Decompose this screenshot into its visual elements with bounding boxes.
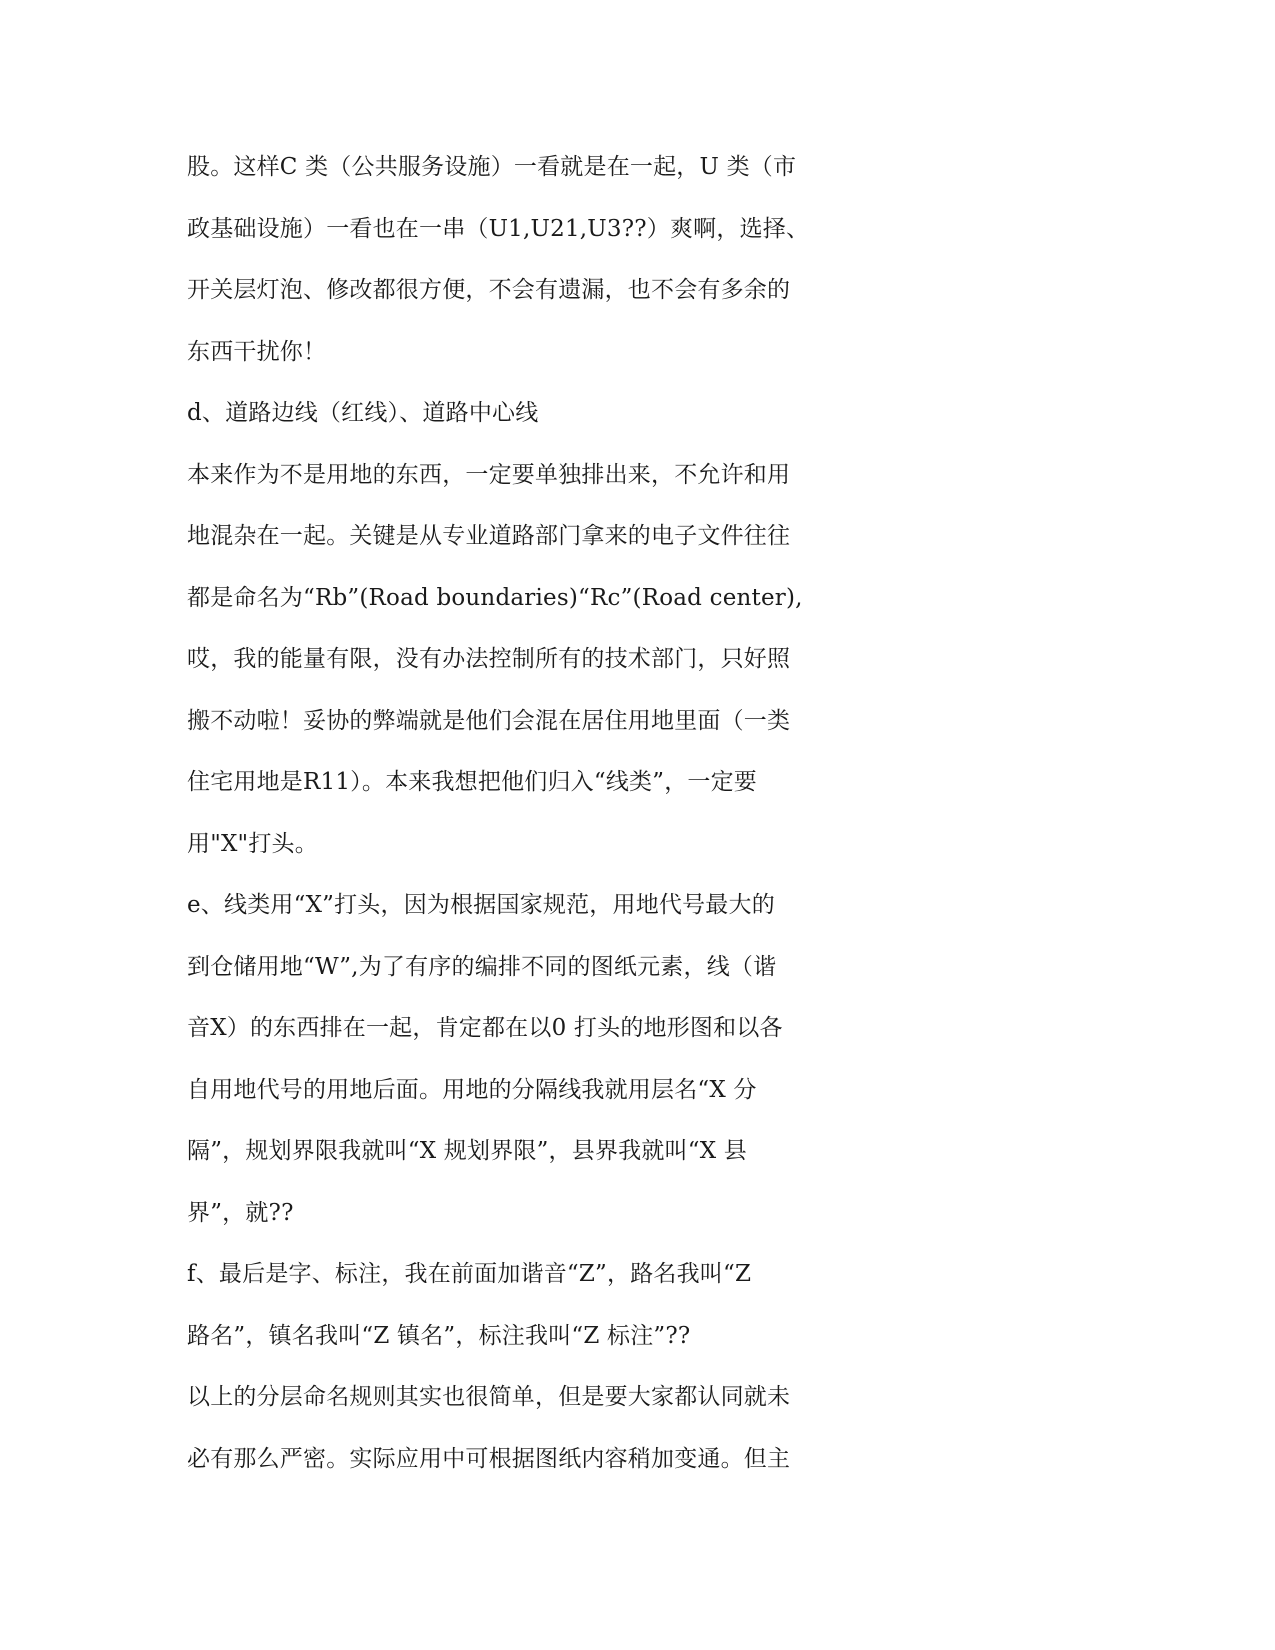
text-line: 东西干扰你！ bbox=[187, 338, 327, 365]
text-line: 用"X"打头。 bbox=[187, 830, 318, 857]
text-line: 开关层灯泡、修改都很方便，不会有遗漏，也不会有多余的 bbox=[187, 277, 791, 303]
text-line: 政基础设施）一看也在一串（U1,U21,U3??）爽啊，选择、 bbox=[187, 215, 810, 242]
text-line: 界”，就?? bbox=[187, 1199, 294, 1226]
text-line: 股。这样C 类（公共服务设施）一看就是在一起，U 类（市 bbox=[187, 154, 797, 180]
text-line: 路名”，镇名我叫“Z 镇名”，标注我叫“Z 标注”?? bbox=[187, 1322, 691, 1349]
text-line: 音X）的东西排在一起，肯定都在以0 打头的地形图和以各 bbox=[187, 1015, 783, 1041]
text-line: 到仓储用地“W”,为了有序的编排不同的图纸元素，线（谐 bbox=[187, 953, 777, 980]
body-text bbox=[187, 137, 847, 1490]
text-line: 本来作为不是用地的东西，一定要单独排出来，不允许和用 bbox=[187, 461, 791, 488]
text-line: 隔”，规划界限我就叫“X 规划界限”，县界我就叫“X 县 bbox=[187, 1138, 748, 1164]
text-line: 哎，我的能量有限，没有办法控制所有的技术部门，只好照 bbox=[187, 646, 791, 672]
text-line: 都是命名为“Rb”(Road boundaries)“Rc”(Road center), bbox=[187, 584, 803, 611]
text-line: 必有那么严密。实际应用中可根据图纸内容稍加变通。但主 bbox=[187, 1445, 791, 1472]
text-line: 搬不动啦！妥协的弊端就是他们会混在居住用地里面（一类 bbox=[187, 707, 791, 734]
text-line: 自用地代号的用地后面。用地的分隔线我就用层名“X 分 bbox=[187, 1076, 757, 1103]
text-line: 以上的分层命名规则其实也很简单，但是要大家都认同就未 bbox=[187, 1384, 791, 1410]
section-heading-d: d、道路边线（红线）、道路中心线 bbox=[187, 400, 539, 426]
section-heading-f: f、最后是字、标注，我在前面加谐音“Z”，路名我叫“Z bbox=[187, 1261, 752, 1287]
text-line: 地混杂在一起。关键是从专业道路部门拿来的电子文件往往 bbox=[187, 523, 791, 549]
text-line: 住宅用地是R11）。本来我想把他们归入“线类”，一定要 bbox=[187, 769, 758, 795]
section-heading-e: e、线类用“X”打头，因为根据国家规范，用地代号最大的 bbox=[187, 892, 775, 918]
